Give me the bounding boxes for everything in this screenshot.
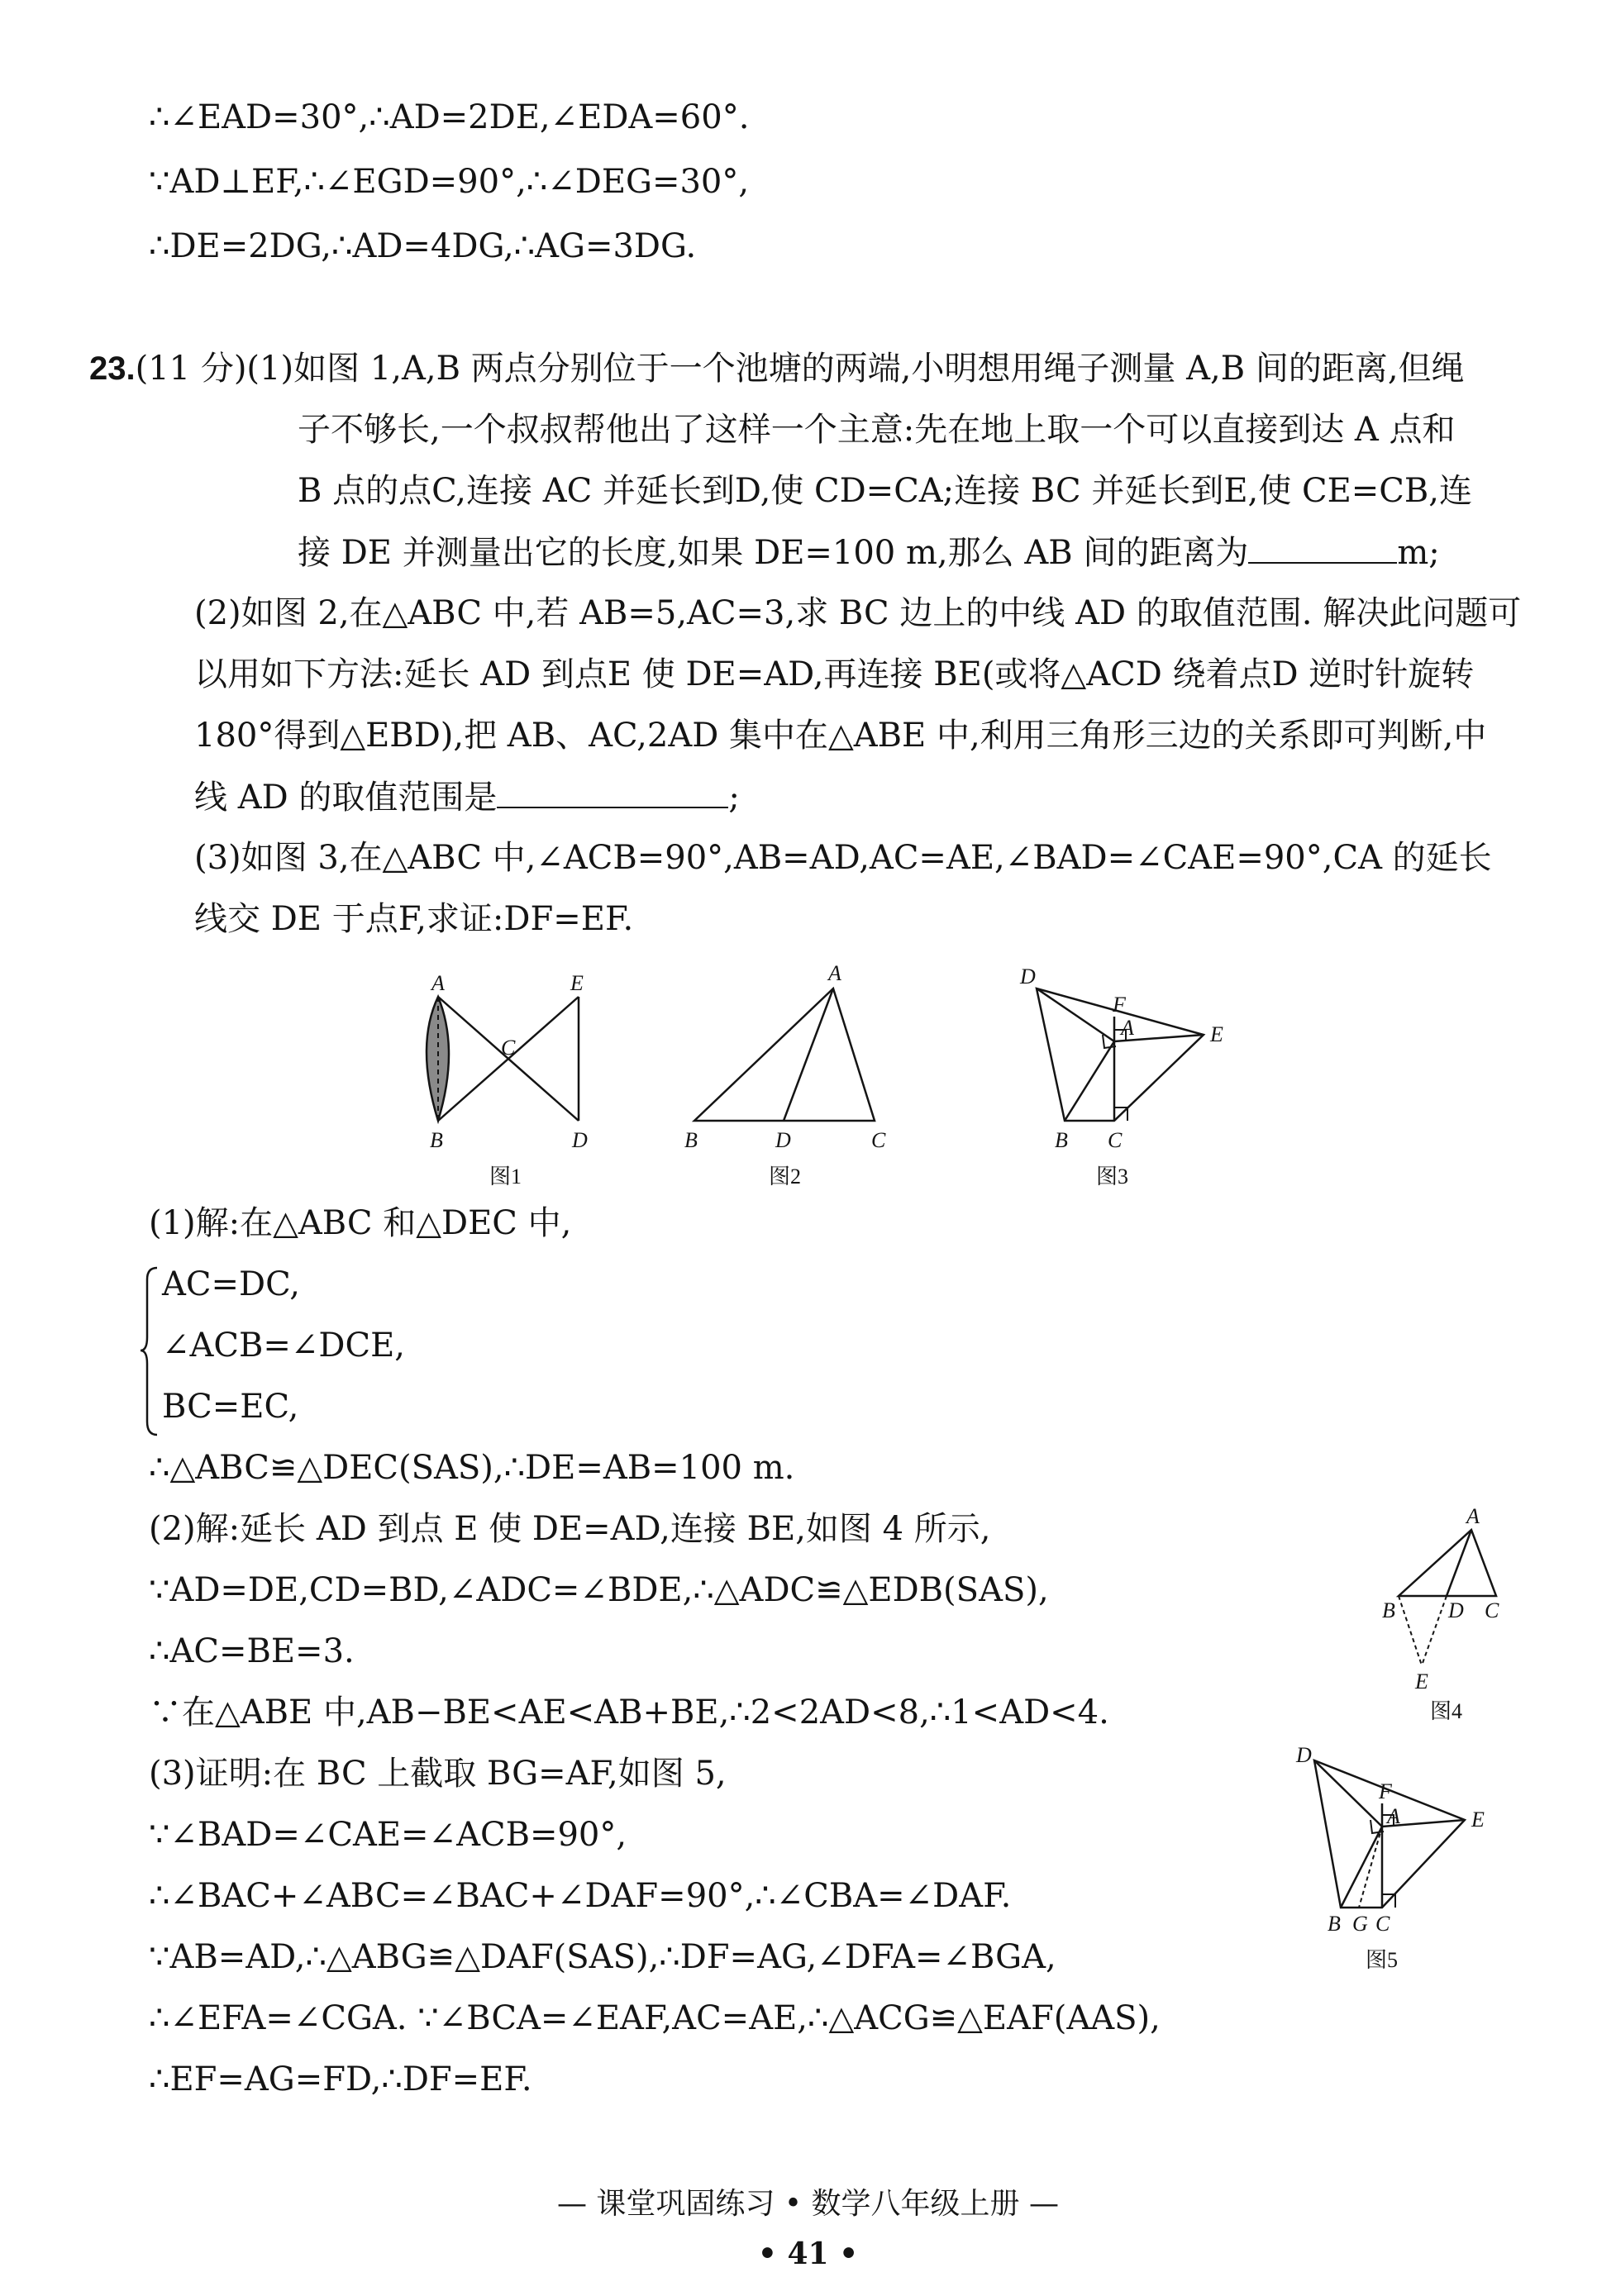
question-intro	[89, 349, 1465, 388]
text-line	[194, 777, 740, 817]
solution-line: ∴∠EFA=∠CGA. ∵∠BCA=∠EAF,AC=AE,∴△ACG≌△EAF(AAS),	[149, 1999, 1161, 2037]
text-line: (2)如图 2,在△ABC 中,若 AB=5,AC=3,求 BC 边上的中线 AD 的取值范围. 解决此问题可	[194, 594, 1522, 632]
point-label: F	[1379, 1779, 1392, 1803]
point-label: E	[1415, 1670, 1428, 1693]
figure-5	[1289, 1744, 1521, 1984]
figure-4	[1372, 1500, 1521, 1732]
figure-1	[397, 967, 612, 1188]
point-label: B	[1328, 1912, 1341, 1936]
answer-blank[interactable]	[1248, 532, 1397, 564]
solution-line: ∵AB=AD,∴△ABG≌△DAF(SAS),∴DF=AG,∠DFA=∠BGA,	[149, 1938, 1056, 1976]
point-label: B	[1382, 1598, 1395, 1622]
point-label: A	[1121, 1016, 1134, 1040]
text-line: 线交 DE 于点F,求证:DF=EF.	[194, 900, 634, 938]
solution-line: ∴△ABC≌△DEC(SAS),∴DE=AB=100 m.	[149, 1449, 795, 1487]
solution-line: BC=EC,	[162, 1388, 299, 1426]
point-label: G	[1352, 1912, 1368, 1936]
point-label: F	[1113, 993, 1126, 1017]
solution-line: ∠ACB=∠DCE,	[162, 1327, 406, 1365]
point-label: D	[572, 1128, 588, 1152]
solution-line: ∴∠BAC+∠ABC=∠BAC+∠DAF=90°,∴∠CBA=∠DAF.	[149, 1877, 1012, 1915]
solution-line: ∵∠BAD=∠CAE=∠ACB=90°,	[149, 1816, 627, 1854]
solution-line: AC=DC,	[162, 1265, 300, 1303]
point-label: B	[1055, 1128, 1068, 1152]
point-label: B	[684, 1128, 698, 1152]
text-line: ∴DE=2DG,∴AD=4DG,∴AG=3DG.	[149, 227, 697, 265]
point-label: E	[570, 971, 584, 995]
solution-line: ∴AC=BE=3.	[149, 1632, 355, 1670]
text-fragment: m;	[1397, 534, 1440, 572]
solution-line: (2)解:延长 AD 到点 E 使 DE=AD,连接 BE,如图 4 所示,	[149, 1510, 991, 1548]
question-number: 23.	[89, 350, 136, 387]
solution-line: ∵在△ABE 中,AB−BE<AE<AB+BE,∴2<2AD<8,∴1<AD<4.	[149, 1693, 1109, 1732]
solution-line: (1)解:在△ABC 和△DEC 中,	[149, 1204, 572, 1242]
book-footer: — 课堂巩固练习 • 数学八年级上册 —	[556, 2187, 1059, 2221]
figure-caption: 图1	[489, 1165, 522, 1188]
text-fragment: 接 DE 并测量出它的长度,如果 DE=100 m,那么 AB 间的距离为	[298, 534, 1249, 572]
point-label: A	[1387, 1804, 1400, 1828]
text-line: ∵AD⊥EF,∴∠EGD=90°,∴∠DEG=30°,	[149, 163, 750, 201]
point-label: C	[501, 1036, 516, 1060]
figure-2	[684, 959, 901, 1188]
figure-caption: 图4	[1430, 1699, 1463, 1723]
solution-line: ∵AD=DE,CD=BD,∠ADC=∠BDE,∴△ADC≌△EDB(SAS),	[149, 1571, 1049, 1609]
text-line: 以用如下方法:延长 AD 到点E 使 DE=AD,再连接 BE(或将△ACD 绕着点D 逆时针旋转	[194, 655, 1475, 693]
point-label: A	[828, 961, 841, 985]
text-fragment: ;	[728, 779, 740, 817]
question-intro-text: (11 分)(1)如图 1,A,B 两点分别位于一个池塘的两端,小明想用绳子测量 A,B 间的距离,但绳	[135, 350, 1465, 388]
text-line: B 点的点C,连接 AC 并延长到D,使 CD=CA;连接 BC 并延长到E,使 CE=CB,连	[298, 472, 1472, 510]
point-label: A	[431, 971, 445, 995]
text-line: 180°得到△EBD),把 AB、AC,2AD 集中在△ABE 中,利用三角形三边的关系即可判断,中	[194, 717, 1487, 755]
point-label: B	[430, 1128, 443, 1152]
figure-caption: 图3	[1096, 1165, 1129, 1188]
point-label: A	[1466, 1504, 1480, 1528]
figure-3	[1008, 959, 1256, 1188]
point-label: D	[775, 1128, 791, 1152]
text-line: (3)如图 3,在△ABC 中,∠ACB=90°,AB=AD,AC=AE,∠BAD=∠CAE=90°,CA 的延长	[194, 839, 1492, 877]
point-label: C	[871, 1128, 886, 1152]
figure-caption: 图2	[769, 1165, 802, 1188]
point-label: C	[1108, 1128, 1123, 1152]
text-fragment: 线 AD 的取值范围是	[194, 779, 498, 817]
figure-caption: 图5	[1366, 1948, 1399, 1972]
text-line: ∴∠EAD=30°,∴AD=2DE,∠EDA=60°.	[149, 98, 750, 136]
text-line: 子不够长,一个叔叔帮他出了这样一个主意:先在地上取一个可以直接到达 A 点和	[298, 411, 1456, 449]
answer-blank[interactable]	[497, 777, 728, 808]
point-label: E	[1471, 1808, 1485, 1832]
point-label: D	[1020, 965, 1036, 988]
point-label: C	[1485, 1598, 1499, 1622]
text-line	[298, 532, 1440, 573]
solution-line: (3)证明:在 BC 上截取 BG=AF,如图 5,	[149, 1755, 727, 1793]
point-label: E	[1210, 1022, 1223, 1046]
page-number: • 41 •	[757, 2236, 859, 2271]
point-label: D	[1296, 1743, 1312, 1767]
point-label: D	[1448, 1598, 1464, 1622]
point-label: C	[1375, 1912, 1390, 1936]
solution-line: ∴EF=AG=FD,∴DF=EF.	[149, 2060, 532, 2098]
